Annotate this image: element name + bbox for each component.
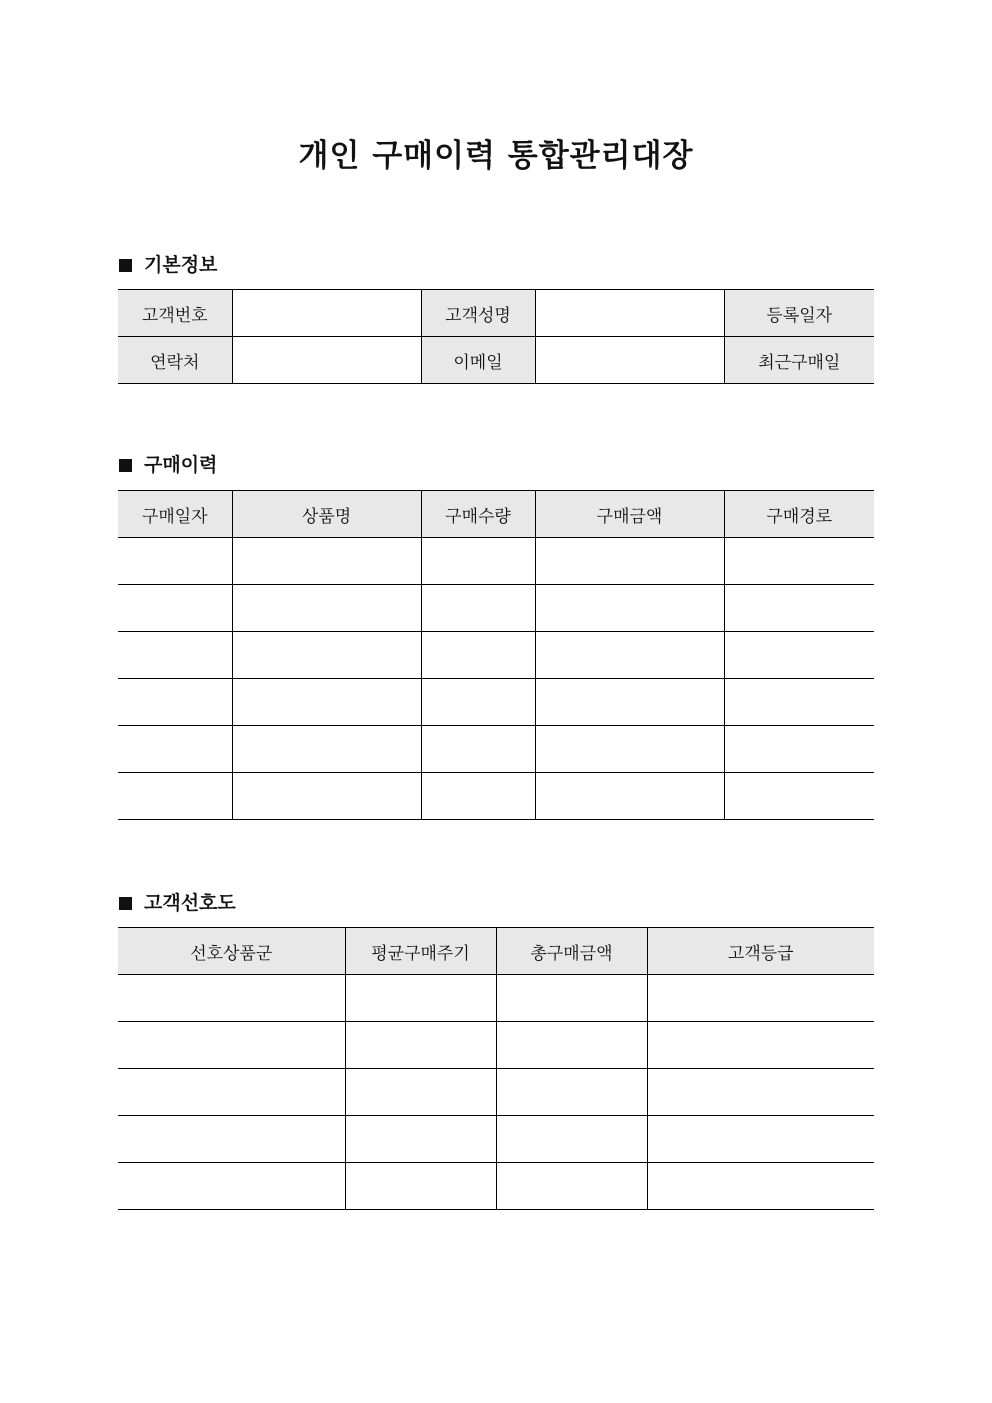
table-cell[interactable]	[724, 773, 874, 820]
table-row	[118, 290, 874, 337]
table-cell[interactable]	[647, 1116, 874, 1163]
customer-number-field[interactable]	[232, 290, 421, 337]
table-row	[118, 1116, 874, 1163]
table-header-row	[118, 491, 874, 538]
square-bullet-icon	[119, 897, 132, 910]
table-cell[interactable]	[724, 632, 874, 679]
column-header: 총구매금액	[496, 928, 647, 975]
column-header: 선호상품군	[118, 928, 345, 975]
table-cell[interactable]	[118, 1069, 345, 1116]
column-header: 구매일자	[118, 491, 232, 538]
table-header-row	[118, 928, 874, 975]
table-cell[interactable]	[535, 679, 724, 726]
section-heading-purchase-history	[119, 452, 217, 478]
table-cell[interactable]	[647, 1163, 874, 1210]
table-cell[interactable]	[118, 1022, 345, 1069]
table-row	[118, 726, 874, 773]
table-cell[interactable]	[421, 585, 535, 632]
table-cell[interactable]	[345, 1163, 496, 1210]
table-cell[interactable]	[421, 538, 535, 585]
section-heading-basic-info	[119, 252, 217, 278]
table-cell[interactable]	[118, 679, 232, 726]
table-cell[interactable]	[647, 1069, 874, 1116]
section-heading-label: 고객선호도	[144, 892, 236, 914]
column-header: 구매경로	[724, 491, 874, 538]
page-title: 개인 구매이력 통합관리대장	[298, 138, 694, 174]
table-cell[interactable]	[118, 975, 345, 1022]
table-cell[interactable]	[232, 632, 421, 679]
table-row	[118, 1163, 874, 1210]
column-header: 고객등급	[647, 928, 874, 975]
table-cell[interactable]	[345, 1116, 496, 1163]
table-cell[interactable]	[535, 585, 724, 632]
registration-date-label: 등록일자	[724, 290, 874, 337]
table-row	[118, 1022, 874, 1069]
table-cell[interactable]	[421, 773, 535, 820]
last-purchase-date-label: 최근구매일	[724, 337, 874, 384]
table-cell[interactable]	[496, 1022, 647, 1069]
table-cell[interactable]	[647, 1022, 874, 1069]
table-cell[interactable]	[421, 726, 535, 773]
table-row	[118, 975, 874, 1022]
table-cell[interactable]	[535, 632, 724, 679]
table-row	[118, 337, 874, 384]
table-cell[interactable]	[724, 585, 874, 632]
table-cell[interactable]	[535, 538, 724, 585]
table-cell[interactable]	[535, 773, 724, 820]
table-cell[interactable]	[118, 1163, 345, 1210]
column-header: 평균구매주기	[345, 928, 496, 975]
table-cell[interactable]	[535, 726, 724, 773]
table-cell[interactable]	[421, 679, 535, 726]
column-header: 상품명	[232, 491, 421, 538]
table-row	[118, 679, 874, 726]
purchase-history-table	[118, 490, 874, 820]
table-cell[interactable]	[232, 585, 421, 632]
table-cell[interactable]	[118, 632, 232, 679]
email-field[interactable]	[535, 337, 724, 384]
table-cell[interactable]	[232, 538, 421, 585]
table-cell[interactable]	[496, 1163, 647, 1210]
table-cell[interactable]	[232, 726, 421, 773]
table-row	[118, 773, 874, 820]
customer-number-label: 고객번호	[118, 290, 232, 337]
table-row	[118, 632, 874, 679]
table-cell[interactable]	[724, 538, 874, 585]
section-heading-label: 구매이력	[144, 454, 218, 476]
table-row	[118, 1069, 874, 1116]
table-cell[interactable]	[724, 726, 874, 773]
table-cell[interactable]	[496, 975, 647, 1022]
table-cell[interactable]	[496, 1116, 647, 1163]
preference-table	[118, 927, 874, 1210]
table-cell[interactable]	[724, 679, 874, 726]
table-cell[interactable]	[345, 1022, 496, 1069]
square-bullet-icon	[119, 459, 132, 472]
table-cell[interactable]	[232, 773, 421, 820]
section-heading-label: 기본정보	[144, 254, 218, 276]
column-header: 구매수량	[421, 491, 535, 538]
table-row	[118, 585, 874, 632]
contact-field[interactable]	[232, 337, 421, 384]
table-cell[interactable]	[421, 632, 535, 679]
table-cell[interactable]	[118, 773, 232, 820]
table-cell[interactable]	[345, 975, 496, 1022]
email-label: 이메일	[421, 337, 535, 384]
table-cell[interactable]	[647, 975, 874, 1022]
customer-name-field[interactable]	[535, 290, 724, 337]
table-cell[interactable]	[118, 585, 232, 632]
table-cell[interactable]	[118, 1116, 345, 1163]
table-cell[interactable]	[118, 538, 232, 585]
customer-name-label: 고객성명	[421, 290, 535, 337]
square-bullet-icon	[119, 259, 132, 272]
table-cell[interactable]	[232, 679, 421, 726]
column-header: 구매금액	[535, 491, 724, 538]
basic-info-table	[118, 289, 874, 384]
table-cell[interactable]	[118, 726, 232, 773]
section-heading-preference	[119, 890, 236, 916]
table-cell[interactable]	[496, 1069, 647, 1116]
contact-label: 연락처	[118, 337, 232, 384]
table-cell[interactable]	[345, 1069, 496, 1116]
table-row	[118, 538, 874, 585]
